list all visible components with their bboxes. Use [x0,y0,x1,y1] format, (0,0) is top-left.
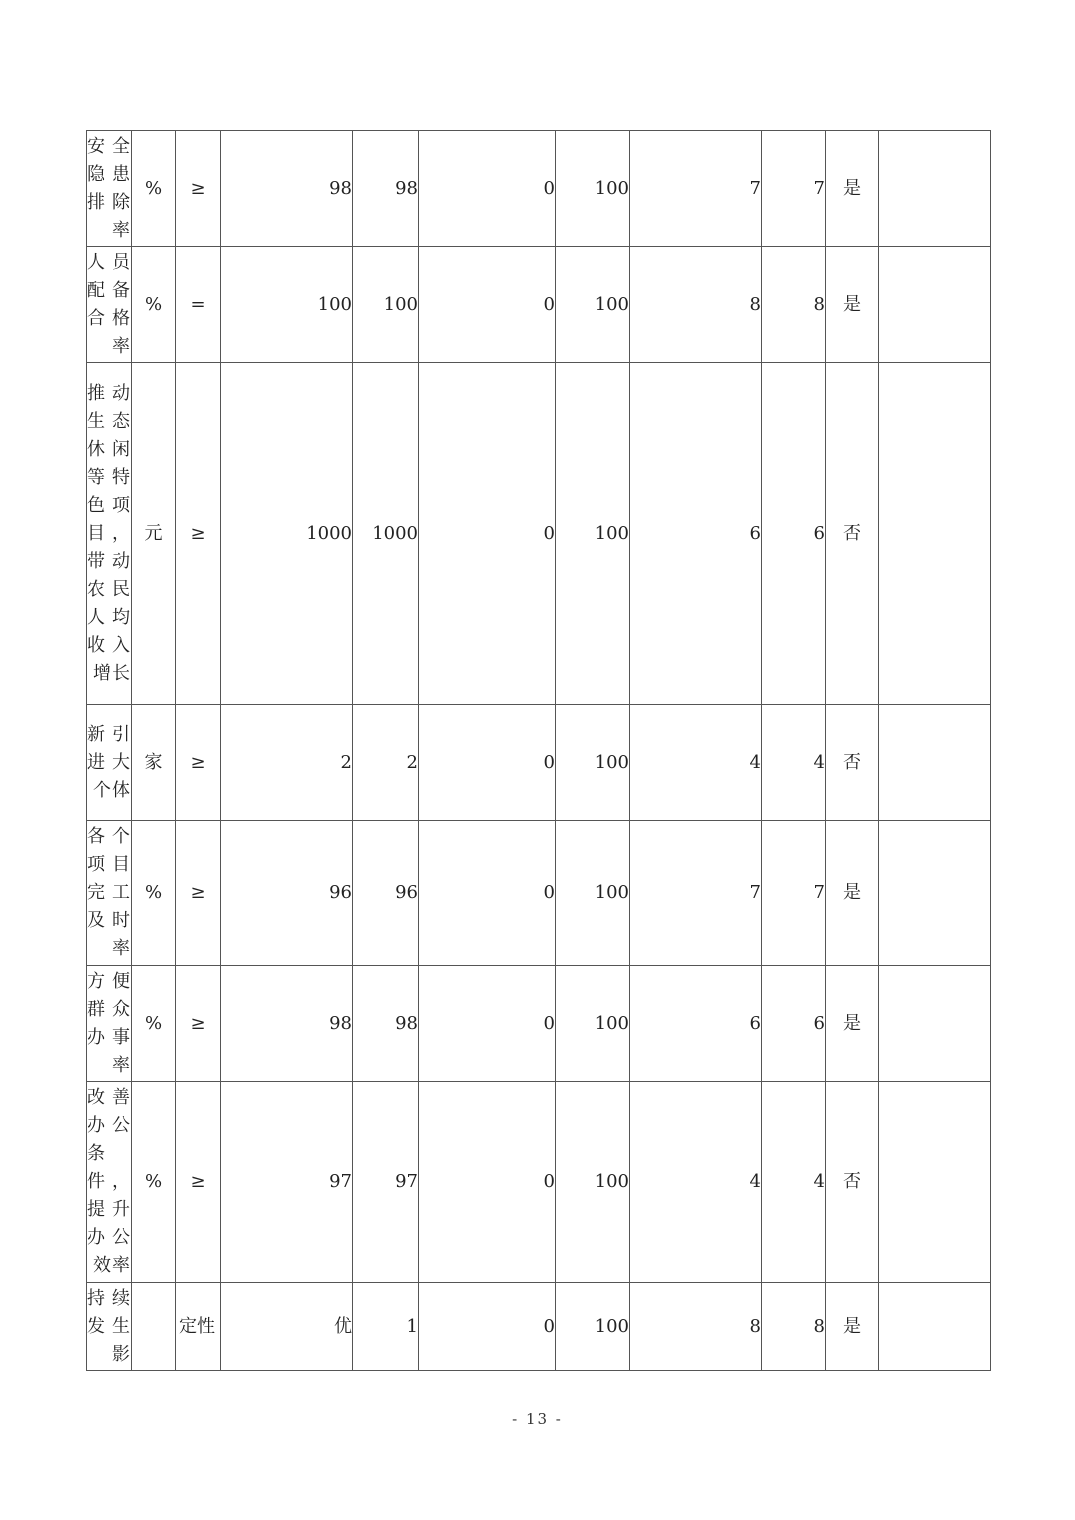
note-cell [879,821,991,966]
score-value: 4 [762,705,826,821]
indicator-name: 人员配备合格率 [87,247,132,363]
score-value: 8 [762,247,826,363]
note-cell [879,1082,991,1283]
table-row [87,247,991,363]
table-row [87,363,991,705]
unit-cell: % [132,1082,176,1283]
note-cell [879,131,991,247]
table-row [87,821,991,966]
completion-rate: 100 [556,1283,630,1371]
weight-value: 4 [630,1082,762,1283]
target-value: 1000 [221,363,353,705]
target-value: 98 [221,966,353,1082]
weight-value: 7 [630,821,762,966]
weight-value: 7 [630,131,762,247]
completion-rate: 100 [556,966,630,1082]
indicator-name: 安全隐患排除率 [87,131,132,247]
table-row [87,131,991,247]
actual-value: 1 [353,1283,419,1371]
actual-value: 100 [353,247,419,363]
completion-rate: 100 [556,363,630,705]
weight-value: 6 [630,966,762,1082]
core-indicator-flag: 是 [826,1283,879,1371]
actual-value: 98 [353,966,419,1082]
deviation-value: 0 [419,247,556,363]
target-value: 100 [221,247,353,363]
operator-cell: = [176,247,221,363]
indicator-name: 新引进大个体 [87,705,132,821]
unit-cell: % [132,247,176,363]
actual-value: 96 [353,821,419,966]
unit-cell: % [132,821,176,966]
core-indicator-flag: 是 [826,247,879,363]
score-value: 7 [762,131,826,247]
note-cell [879,705,991,821]
target-value: 2 [221,705,353,821]
deviation-value: 0 [419,966,556,1082]
deviation-value: 0 [419,821,556,966]
table-row [87,1283,991,1371]
indicator-name: 各个项目完工及时率 [87,821,132,966]
score-value: 8 [762,1283,826,1371]
deviation-value: 0 [419,705,556,821]
unit-cell: % [132,131,176,247]
target-value: 优 [221,1283,353,1371]
completion-rate: 100 [556,247,630,363]
operator-cell: ≥ [176,966,221,1082]
table-row [87,966,991,1082]
completion-rate: 100 [556,821,630,966]
operator-cell: ≥ [176,131,221,247]
core-indicator-flag: 否 [826,705,879,821]
table-row [87,1082,991,1283]
deviation-value: 0 [419,1082,556,1283]
deviation-value: 0 [419,1283,556,1371]
target-value: 97 [221,1082,353,1283]
completion-rate: 100 [556,1082,630,1283]
actual-value: 2 [353,705,419,821]
weight-value: 8 [630,247,762,363]
note-cell [879,247,991,363]
completion-rate: 100 [556,131,630,247]
indicator-name: 持续发生影 [87,1283,132,1371]
note-cell [879,1283,991,1371]
weight-value: 8 [630,1283,762,1371]
operator-cell: ≥ [176,363,221,705]
core-indicator-flag: 是 [826,131,879,247]
weight-value: 4 [630,705,762,821]
indicator-name: 改善办公条件，提升办公效率 [87,1082,132,1283]
target-value: 98 [221,131,353,247]
core-indicator-flag: 是 [826,821,879,966]
page-number: - 13 - [512,1410,563,1428]
score-value: 6 [762,966,826,1082]
unit-cell [132,1283,176,1371]
deviation-value: 0 [419,363,556,705]
note-cell [879,363,991,705]
indicator-table [86,130,991,1371]
unit-cell: 家 [132,705,176,821]
core-indicator-flag: 否 [826,1082,879,1283]
weight-value: 6 [630,363,762,705]
indicator-name: 方便群众办事率 [87,966,132,1082]
operator-cell: ≥ [176,1082,221,1283]
operator-cell: ≥ [176,821,221,966]
core-indicator-flag: 是 [826,966,879,1082]
unit-cell: % [132,966,176,1082]
table-row [87,705,991,821]
target-value: 96 [221,821,353,966]
actual-value: 1000 [353,363,419,705]
score-value: 7 [762,821,826,966]
indicator-name: 推动生态休闲等特色项目，带动农民人均收入增长 [87,363,132,705]
unit-cell: 元 [132,363,176,705]
actual-value: 97 [353,1082,419,1283]
completion-rate: 100 [556,705,630,821]
operator-cell: ≥ [176,705,221,821]
core-indicator-flag: 否 [826,363,879,705]
score-value: 6 [762,363,826,705]
note-cell [879,966,991,1082]
operator-cell: 定性 [176,1283,221,1371]
deviation-value: 0 [419,131,556,247]
score-value: 4 [762,1082,826,1283]
actual-value: 98 [353,131,419,247]
